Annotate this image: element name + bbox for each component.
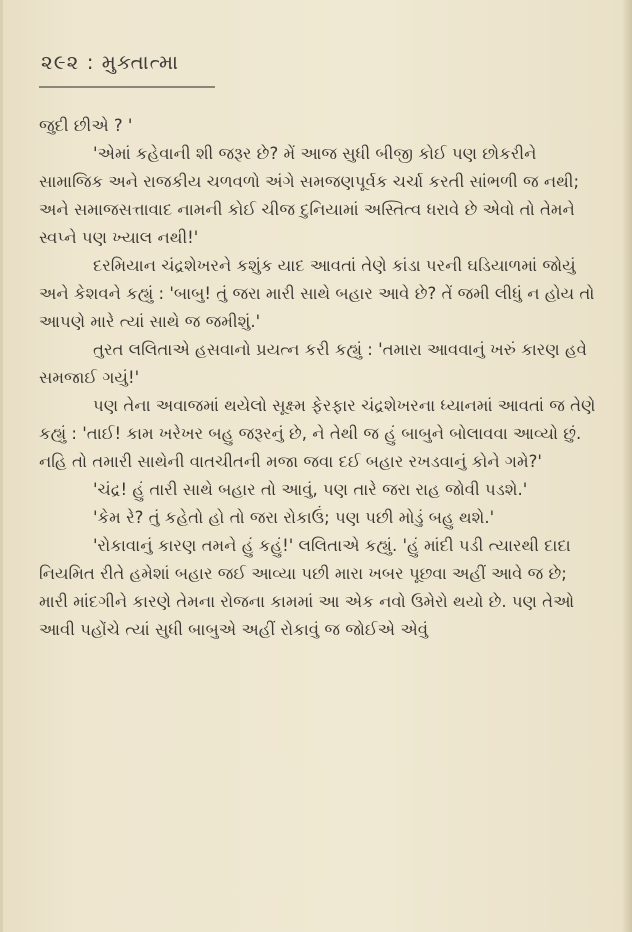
paragraph: 'ચંદ્ર! હું તારી સાથે બહાર તો આવું, પણ તારે જરા રાહ જોવી પડશે.'	[93, 480, 528, 499]
page-number: ૨૯૨	[41, 50, 80, 74]
header-separator: :	[86, 50, 95, 74]
paragraph: પણ તેના અવાજમાં થયેલો સૂક્ષ્મ ફેરફાર ચંદ્રશેખરના ધ્યાનમાં આવતાં જ તેણે કહ્યું : 'તાઈ! કામ ખરેખર બહુ જરૂરનું છે, ને તેથી જ હું બાબુને બોલાવવા આવ્યો છું. નહિ તો તમારી સાથેની વાતચીતની મજા જવા દઈ બહાર રખડવાનું કોને ગમે?'	[39, 396, 596, 471]
body-text	[39, 112, 599, 644]
header-underline	[39, 86, 215, 88]
paragraph: તુરત લલિતાએ હસવાનો પ્રયત્ન કરી કહ્યું : 'તમારા આવવાનું ખરું કારણ હવે સમજાઈ ગયું!'	[39, 340, 587, 387]
paragraph: દરમિયાન ચંદ્રશેખરને કશુંક યાદ આવતાં તેણે કાંડા પરની ઘડિયાળમાં જોયું અને કેશવને કહ્યું : 'બાબુ! તું જરા મારી સાથે બહાર આવે છે? તેં જમી લીધું ન હોય તો આપણે મારે ત્યાં સાથે જ જમીશું.'	[39, 256, 595, 331]
page-spine-edge	[622, 0, 632, 932]
running-header	[41, 50, 179, 74]
paragraph: 'એમાં કહેવાની શી જરૂર છે? મેં આજ સુધી બીજી કોઈ પણ છોકરીને સામાજિક અને રાજકીય ચળવળો અંગે સમજણપૂર્વક ચર્ચા કરતી સાંભળી જ નથી; અને સમાજસત્તાવાદ નામની કોઈ ચીજ દુનિયામાં અસ્તિત્વ ધરાવે છે એવો તો તેમને સ્વપ્ને પણ ખ્યાલ નથી!'	[39, 144, 580, 247]
paragraph: 'કેમ રે? તું કહેતો હો તો જરા રોકાઉં; પણ પછી મોડું બહુ થશે.'	[93, 508, 495, 527]
paragraph: 'રોકાવાનું કારણ તમને હું કહું!' લલિતાએ કહ્યું. 'હું માંદી પડી ત્યારથી દાદા નિયમિત રીતે હમેશાં બહાર જઈ આવ્યા પછી મારા ખબર પૂછવા અહીં આવે જ છે; મારી માંદગીને કારણે તેમના રોજના કામમાં આ એક નવો ઉમેરો થયો છે. પણ તેઓ આવી પહોંચે ત્યાં સુધી બાબુએ અહીં રોકાવું જ જોઈએ એવું	[39, 536, 575, 639]
paragraph: જુદી છીએ ? '	[39, 116, 133, 135]
book-title: મુક્તાત્મા	[101, 50, 180, 74]
